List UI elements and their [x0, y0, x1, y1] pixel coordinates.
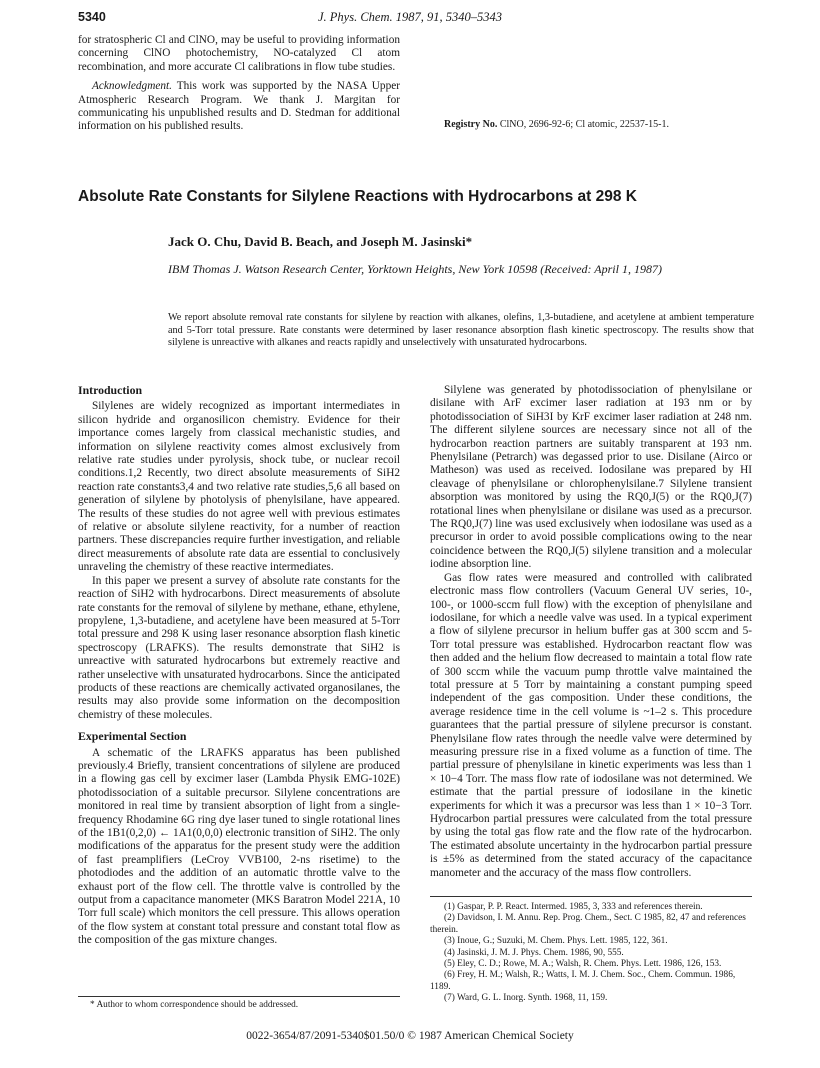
experimental-paragraph-1: A schematic of the LRAFKS apparatus has been published previously.4 Briefly, transient concentrations of silylene are produced in a flowing gas cell by excimer laser (Lambda Physik EMG-102E) photodissociation of a suitable precursor. Silylene concentrations are monitored in real time by transient absorption of light from a single-frequency Rhodamine 6G ring dye laser tuned to single rotational lines of the 1B1(0,2,0) ← 1A1(0,0,0) electronic transition of SiH2. The only modifications of the apparatus for the present study were the addition of fast preamplifiers (LeCroy VVB100, 2-ns risetime) to the photodiodes and the addition of an automatic throttle valve to the exhaust port of the flow cell. The throttle valve is controlled by the output from a capacitance manometer (MKS Baratron Model 221A, 10 Torr full scale) which monitors the cell pressure. This allows operation of the flow system at constant total pressure and constant total flow as the composition of the gas mixture changes.: [78, 746, 400, 947]
ack-label: Acknowledgment.: [92, 80, 172, 93]
references-list: [430, 902, 752, 1005]
copyright-footer: 0022-3654/87/2091-5340$01.50/0 © 1987 American Chemical Society: [246, 1030, 574, 1042]
article-authors: Jack O. Chu, David B. Beach, and Joseph M. Jasinski*: [168, 234, 473, 249]
article-abstract: We report absolute removal rate constants for silylene by reaction with alkanes, olefins, 1,3-butadiene, and acetylene at ambient temperature and 5-Torr total pressure. Rate constants were determined by laser resonance absorption flash kinetic spectroscopy. The results show that silylene is unreactive with alkanes and reacts rapidly and unselectively with unsaturated hydrocarbons.: [168, 312, 754, 349]
reference-item: (1) Gaspar, P. P. React. Intermed. 1985, 3, 333 and references therein.: [444, 902, 703, 912]
reference-item: (6) Frey, H. M.; Walsh, R.; Watts, I. M. J. Chem. Soc., Chem. Commun. 1986, 1189.: [430, 970, 736, 992]
reference-item: (4) Jasinski, J. M. J. Phys. Chem. 1986, 90, 555.: [444, 947, 624, 958]
methods-paragraph-2: Gas flow rates were measured and controlled with calibrated electronic mass flow controllers (Vacuum General UV series, 10-, 100-, or 1000-sccm full flow) with the exception of phenylsilane and iodosilane, for which a needle valve was used. In a typical experiment a flow of silylene precursor in helium buffer gas at 300 sccm and 5-Torr total pressure was established. Hydrocarbon reactant flow was then added and the helium flow decreased to maintain a total flow rate of 300 sccm while the vacuum pump throttle valve maintained the total pressure at 5 Torr by maintaining a constant pumping speed independent of the gas composition. Under these conditions, the average residence time in the cell volume is ~1–2 s. This procedure guarantees that the partial pressure of silylene precursor is constant. Phenylsilane flow rates through the needle valve were determined by measuring pressure rise in a fixed volume as a function of time. The partial pressure of phenylsilane in kinetic experiments was less than 1 × 10−4 Torr. The mass flow rate of iodosilane was not determined. We estimate that the partial pressure of iodosilane in the kinetic experiments for which it was a precursor was less than 1 × 10−3 Torr. Hydrocarbon partial pressures were calculated from the total pressure by using the total gas flow rate and the flow rate of the hydrocarbon. The estimated absolute uncertainty in the hydrocarbon partial pressure is ±5% as determined from the stated accuracy of the capacitance manometer and the accuracy of the mass flow controllers.: [430, 571, 752, 879]
methods-paragraph-1: Silylene was generated by photodissociation of phenylsilane or disilane with ArF excimer laser radiation at 193 nm or by photodissociation of SiH3I by KrF excimer laser radiation at 248 nm. The different silylene sources are necessary since not all of the hydrocarbon reaction partners are suitably transparent at 193 nm. Phenylsilane (Petrarch) was degassed prior to use. Disilane (Airco or Matheson) was used as received. Iodosilane was prepared by HI cleavage of phenylsilane or chlorophenylsilane.7 Silylene transient absorption was monitored by using the RQ0,J(5) or the RQ0,J(7) rotational lines when phenylsilane or disilane was used as a precursor. The RQ0,J(7) line was used exclusively when iodosilane was used as a precursor in order to avoid possible complications owing to the near coincidence between the RQ0,J(5) silylene transition and a molecular iodine absorption line.: [430, 384, 752, 571]
ack-text: This work was supported by the NASA Upper Atmospheric Research Program. We thank J. Margitan for communicating his unpublished results and D. Stedman for additional information on his published results.: [78, 80, 401, 133]
reference-item: (2) Davidson, I. M. Annu. Rep. Prog. Chem., Sect. C 1985, 82, 47 and references therein.: [430, 913, 746, 935]
registry-label: Registry No.: [444, 119, 498, 130]
registry-numbers: [430, 118, 752, 131]
author-footnote: * Author to whom correspondence should be addressed.: [90, 1000, 299, 1010]
prev-article-left: [78, 34, 400, 134]
prev-article-text: for stratospheric Cl and ClNO, may be useful to providing information concerning ClNO photochemistry, NO-catalyzed Cl atom recombination, and more accurate Cl calibrations in flow tube studies.: [78, 34, 400, 73]
page-number: 5340: [78, 10, 106, 24]
right-column: [430, 384, 752, 880]
article-affiliation: IBM Thomas J. Watson Research Center, Yorktown Heights, New York 10598 (Received: April 1, 1987): [168, 262, 662, 276]
footnote-rule: [78, 996, 400, 997]
experimental-heading: Experimental Section: [78, 729, 187, 744]
reference-item: (5) Eley, C. D.; Rowe, M. A.; Walsh, R. Chem. Phys. Lett. 1986, 126, 153.: [444, 959, 722, 970]
introduction-heading: Introduction: [78, 383, 143, 397]
journal-citation: J. Phys. Chem. 1987, 91, 5340–5343: [317, 10, 502, 24]
reference-item: (7) Ward, G. L. Inorg. Synth. 1968, 11, 159.: [444, 993, 608, 1004]
article-title: Absolute Rate Constants for Silylene Reactions with Hydrocarbons at 298 K: [78, 188, 637, 205]
references-rule: [430, 896, 752, 897]
intro-paragraph-2: In this paper we present a survey of absolute rate constants for the reaction of SiH2 with hydrocarbons. Direct measurements of absolute rate constants for the removal of silylene by methane, ethane, ethylene, propylene, 1,3-butadiene, and acetylene have been measured at 5-Torr total pressure and 298 K using laser resonance absorption flash kinetic spectroscopy (LRAFKS). The results demonstrate that SiH2 is unreactive with saturated hydrocarbons but extremely reactive and rather unselective with unsaturated hydrocarbons. Since the anticipated products of these reactions are chemically activated organosilanes, the results may also provide some information on the decomposition chemistry of these molecules.: [78, 574, 400, 721]
registry-text: ClNO, 2696-92-6; Cl atomic, 22537-15-1.: [499, 119, 669, 130]
left-column: [78, 384, 400, 948]
acknowledgment: [78, 80, 400, 134]
intro-paragraph-1: Silylenes are widely recognized as important intermediates in silicon hydride and organosilicon chemistry. Evidence for their importance comes largely from classical mechanistic studies, and information on silylene reactivity comes almost exclusively from relative rate studies under pyrolysis, shock tube, or nuclear recoil conditions.1,2 Recently, two direct absolute measurements of SiH2 reaction rate constants3,4 and two relative rate studies,5,6 all based on generation of silylene by photolysis of phenylsilane, have appeared. The results of these studies do not agree well with previous estimates of relative or absolute silylene reactivity, for a number of reaction partners. These discrepancies require further investigation, and reliable direct measurements of absolute rate data are essential to conclusively unraveling the chemistry of these reactive intermediates.: [78, 400, 400, 574]
reference-item: (3) Inoue, G.; Suzuki, M. Chem. Phys. Lett. 1985, 122, 361.: [444, 936, 668, 947]
